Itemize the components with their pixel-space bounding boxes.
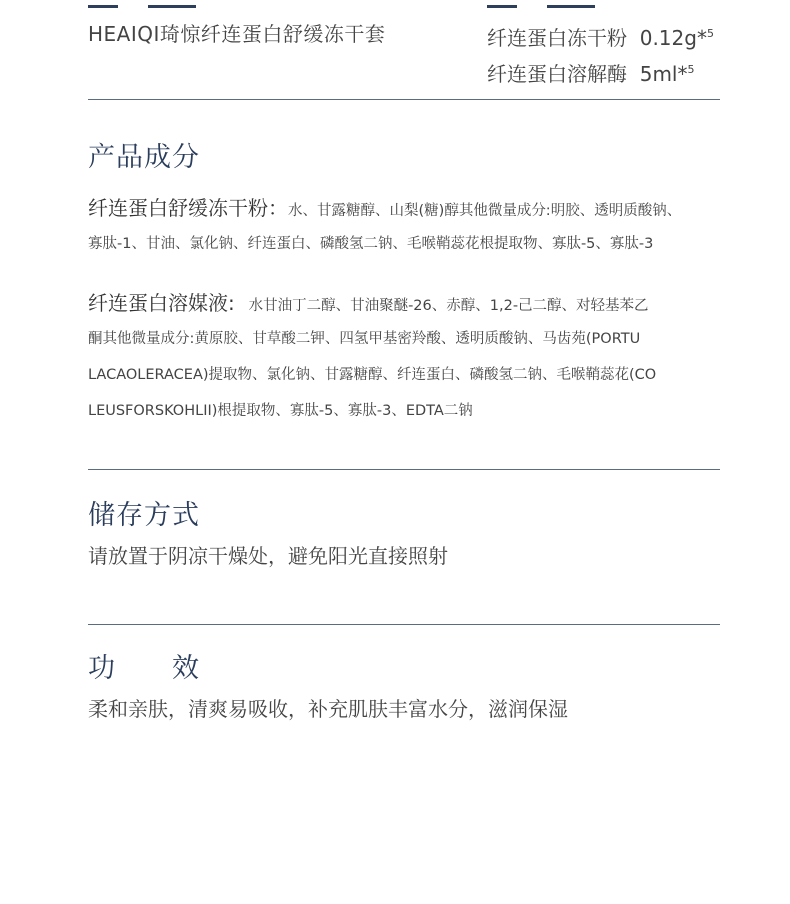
- spec-count: 5: [687, 63, 695, 76]
- ingredient-line: LACAOLERACEA)提取物、氯化钠、甘露糖醇、纤连蛋白、磷酸氢二钠、毛喉鞘蕊花(CO: [88, 367, 657, 383]
- ingredient-label: 纤连蛋白溶媒液:: [88, 291, 235, 315]
- spec-name: 纤连蛋白溶解酶: [487, 62, 627, 86]
- ingredient-block-powder: [88, 190, 738, 262]
- spec-section-heading-clipped: [487, 0, 595, 15]
- ingredients-title: 产品成分: [88, 142, 200, 173]
- storage-title: 储存方式: [88, 500, 200, 531]
- spec-list: [487, 18, 714, 90]
- ingredient-line: 水、甘露糖醇、山梨(糖)醇其他微量成分:明胶、透明质酸钠、: [288, 203, 682, 219]
- divider: [88, 99, 720, 100]
- divider: [88, 624, 720, 625]
- storage-text: 请放置于阴凉干燥处，避免阳光直接照射: [88, 544, 448, 568]
- ingredient-block-solvent: [88, 285, 738, 429]
- ingredient-label: 纤连蛋白舒缓冻干粉：: [88, 196, 288, 220]
- spec-amount: 5ml*: [639, 62, 688, 86]
- efficacy-text: 柔和亲肤，清爽易吸收，补充肌肤丰富水分，滋润保湿: [88, 697, 568, 721]
- ingredient-line: 寡肽-1、甘油、氯化钠、纤连蛋白、磷酸氢二钠、毛喉鞘蕊花根提取物、寡肽-5、寡肽-3: [88, 236, 654, 252]
- spec-amount: 0.12g*: [639, 26, 707, 50]
- spec-row: [487, 54, 714, 90]
- ingredient-line: 酮其他微量成分:黄原胶、甘草酸二钾、四氢甲基密羚酸、透明质酸钠、马齿苑(PORTU: [88, 331, 641, 347]
- ingredient-line: LEUSFORSKOHLII)根提取物、寡肽-5、寡肽-3、EDTA二钠: [88, 403, 473, 419]
- divider: [88, 469, 720, 470]
- product-name: HEAIQI琦惊纤连蛋白舒缓冻干套: [88, 22, 386, 46]
- efficacy-title: 功 效: [88, 653, 200, 684]
- spec-count: 5: [706, 27, 714, 40]
- spec-row: [487, 18, 714, 54]
- info-section-heading-clipped: [88, 0, 196, 15]
- ingredient-line: 水甘油丁二醇、甘油聚醚-26、赤醇、1,2-己二醇、对轻基苯乙: [248, 298, 649, 314]
- spec-name: 纤连蛋白冻干粉: [487, 26, 627, 50]
